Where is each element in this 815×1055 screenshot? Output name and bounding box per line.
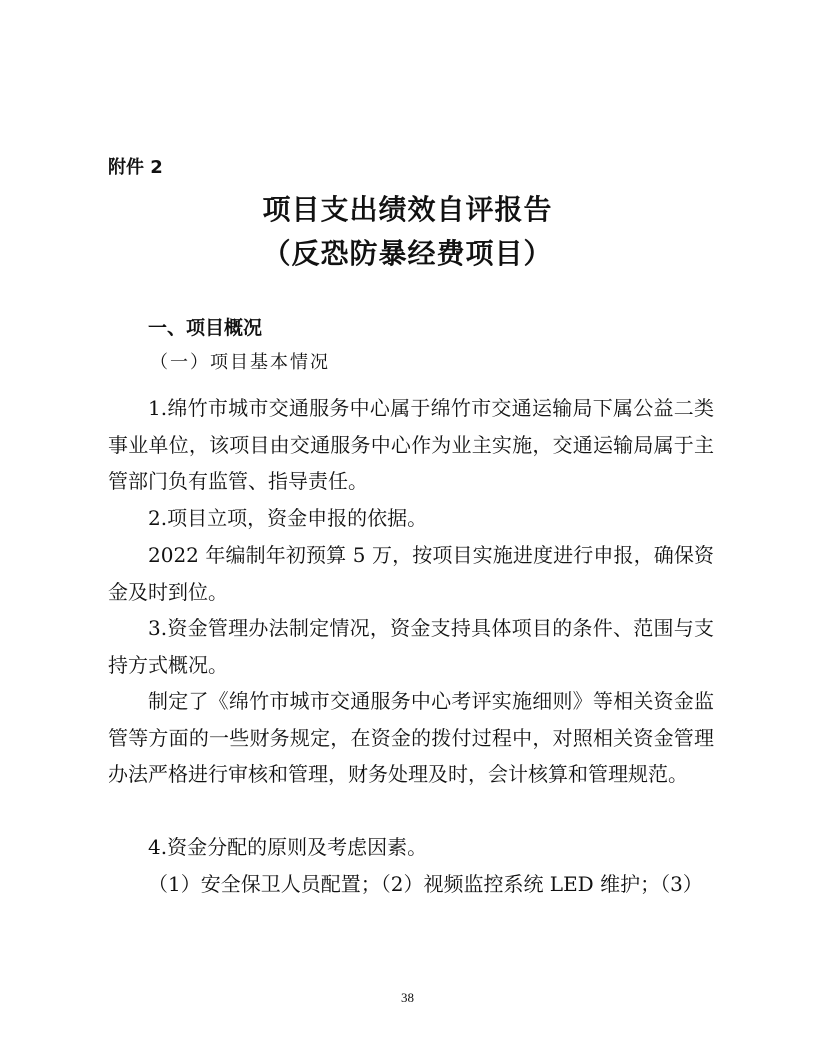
paragraph-7: （1）安全保卫人员配置；（2）视频监控系统 LED 维护；（3） <box>148 872 703 896</box>
paragraph-6: 4.资金分配的原则及考虑因素。 <box>148 835 428 859</box>
paragraph-3: 2022 年编制年初预算 5 万，按项目实施进度进行申报，确保资金及时到位。 <box>108 543 714 604</box>
subsection-heading-basic-info: （一）项目基本情况 <box>150 352 330 373</box>
document-title-line-2: （反恐防暴经费项目） <box>262 237 553 270</box>
paragraph-4: 3.资金管理办法制定情况，资金支持具体项目的条件、范围与支持方式概况。 <box>108 616 714 677</box>
paragraph-5: 制定了《绵竹市城市交通服务中心考评实施细则》等相关资金监管等方面的一些财务规定，在资金的拨付过程中，对照相关资金管理办法严格进行审核和管理，财务处理及时，会计核算和管理规范。 <box>108 689 714 786</box>
paragraph-2: 2.项目立项，资金申报的依据。 <box>148 506 428 530</box>
paragraph-1: 1.绵竹市城市交通服务中心属于绵竹市交通运输局下属公益二类事业单位，该项目由交通服务中心作为业主实施，交通运输局属于主管部门负有监管、指导责任。 <box>108 396 714 493</box>
attachment-label: 附件 2 <box>108 157 163 178</box>
page-number: 38 <box>401 990 414 1005</box>
section-heading-overview: 一、项目概况 <box>148 317 263 339</box>
document-title-line-1: 项目支出绩效自评报告 <box>262 193 553 226</box>
